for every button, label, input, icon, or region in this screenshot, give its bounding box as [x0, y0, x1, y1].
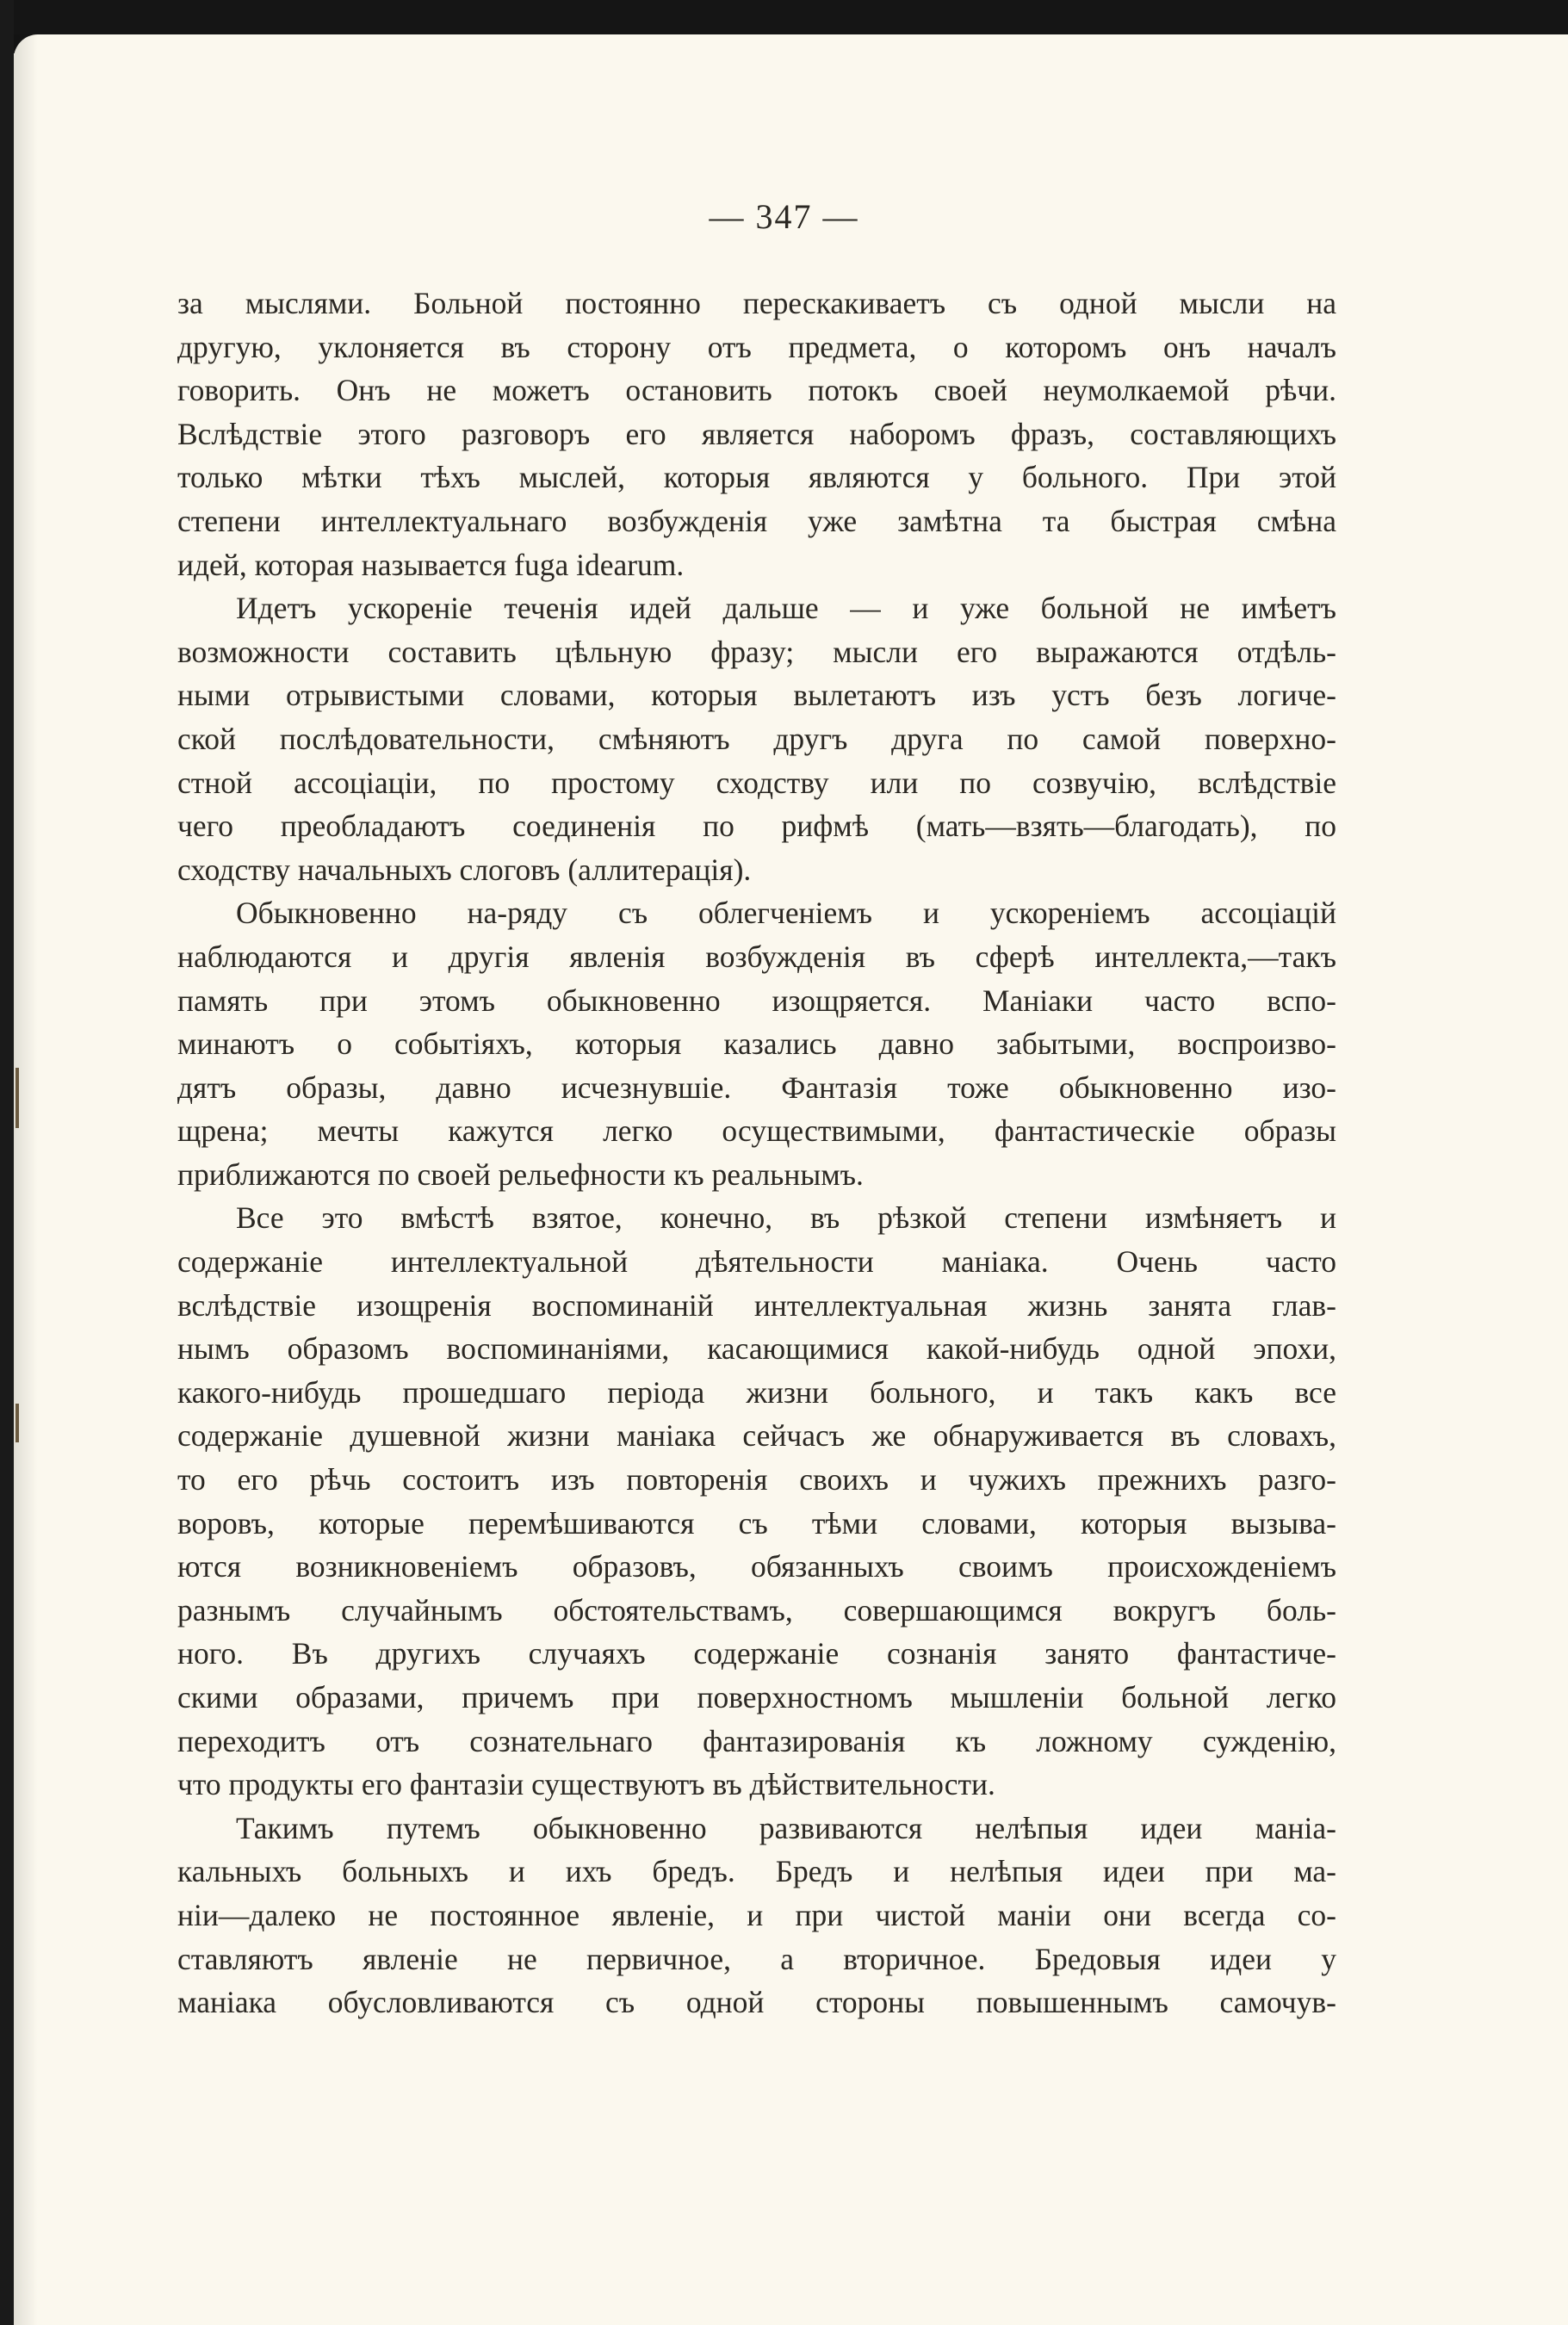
text-line: приближаются по своей рельефности къ реальнымъ. — [177, 1156, 864, 1192]
text-line: маніака обусловливаются съ одной стороны повышеннымъ самочув- — [177, 1985, 1336, 2020]
gutter-mark — [15, 1404, 19, 1442]
text-line: разнымъ случайнымъ обстоятельствамъ, совершающимся вокругъ боль- — [177, 1592, 1336, 1628]
text-line: сходству начальныхъ слоговъ (аллитерація). — [177, 852, 752, 887]
paragraph — [177, 586, 1336, 891]
paragraph — [177, 891, 1336, 1196]
text-line: возможности составить цѣльную фразу; мысли его выражаются отдѣль- — [177, 634, 1336, 669]
text-line: ными отрывистыми словами, которыя вылетаютъ изъ устъ безъ логиче- — [177, 678, 1336, 713]
text-line: ніи—далеко не постоянное явленіе, и при чистой маніи они всегда со- — [177, 1897, 1336, 1932]
paragraph — [177, 282, 1336, 586]
text-line: минаютъ о событіяхъ, которыя казались давно забытыми, воспроизво- — [177, 1026, 1336, 1062]
text-line: ставляютъ явленіе не первичное, а вторичное. Бредовыя идеи у — [177, 1941, 1336, 1976]
text-line: другую, уклоняется въ сторону отъ предмета, о которомъ онъ началъ — [177, 329, 1336, 364]
text-line: воровъ, которые перемѣшиваются съ тѣми словами, которыя вызыва- — [177, 1505, 1336, 1541]
paragraph — [177, 1807, 1336, 2024]
text-line: ного. Въ другихъ случаяхъ содержаніе сознанія занято фантастиче- — [177, 1636, 1336, 1671]
gutter-mark — [15, 1068, 19, 1128]
text-line: Все это вмѣстѣ взятое, конечно, въ рѣзкой степени измѣняетъ и — [236, 1200, 1336, 1236]
text-line: нымъ образомъ воспоминаніями, касающимися какой-нибудь одной эпохи, — [177, 1331, 1336, 1367]
text-line: какого-нибудь прошедшаго періода жизни больного, и такъ какъ все — [177, 1374, 1336, 1410]
text-line: ской послѣдовательности, смѣняютъ другъ друга по самой поверхно- — [177, 721, 1336, 756]
text-line: идей, которая называется fuga idearum. — [177, 547, 685, 582]
page-number: — 347 — — [709, 197, 859, 236]
gutter-shadow — [14, 34, 38, 2325]
text-line: переходитъ отъ сознательнаго фантазированія къ ложному сужденію, — [177, 1723, 1336, 1758]
text-line: степени интеллектуальнаго возбужденія уже замѣтна та быстрая смѣна — [177, 503, 1336, 538]
text-line: наблюдаются и другія явленія возбужденія въ сферѣ интеллекта,—такъ — [177, 939, 1336, 974]
text-line: то его рѣчь состоитъ изъ повторенія своихъ и чужихъ прежнихъ разго- — [177, 1462, 1336, 1497]
paragraph — [177, 1196, 1336, 1806]
text-line: содержаніе душевной жизни маніака сейчасъ же обнаруживается въ словахъ, — [177, 1418, 1336, 1454]
text-line: что продукты его фантазіи существуютъ въ дѣйствительности. — [177, 1767, 995, 1802]
text-line: говорить. Онъ не можетъ остановить потокъ своей неумолкаемой рѣчи. — [177, 373, 1336, 408]
text-line: Вслѣдствіе этого разговоръ его является наборомъ фразъ, составляющихъ — [177, 416, 1336, 451]
text-line: скими образами, причемъ при поверхностномъ мышленіи больной легко — [177, 1680, 1336, 1714]
text-line: стной ассоціаціи, по простому сходству или по созвучію, вслѣдствіе — [177, 765, 1336, 800]
scan-border-left — [0, 0, 14, 2325]
text-line: память при этомъ обыкновенно изощряется. Маніаки часто вспо- — [177, 983, 1336, 1018]
text-line: за мыслями. Больной постоянно перескакиваетъ съ одной мысли на — [177, 286, 1336, 320]
text-line: дятъ образы, давно исчезнувшіе. Фантазія тоже обыкновенно изо- — [177, 1070, 1336, 1105]
text-line: ются возникновеніемъ образовъ, обязанныхъ своимъ происхожденіемъ — [177, 1549, 1336, 1584]
text-line: щрена; мечты кажутся легко осуществимыми, фантастическіе образы — [177, 1113, 1336, 1149]
body-text — [177, 282, 1336, 2024]
text-line: Идетъ ускореніе теченія идей дальше — и уже больной не имѣетъ — [236, 591, 1336, 626]
text-line: содержаніе интеллектуальной дѣятельности маніака. Очень часто — [177, 1244, 1336, 1280]
text-line: Обыкновенно на-ряду съ облегченіемъ и ускореніемъ ассоціацій — [236, 896, 1336, 931]
text-line: только мѣтки тѣхъ мыслей, которыя являются у больного. При этой — [177, 460, 1336, 495]
text-line: кальныхъ больныхъ и ихъ бредъ. Бредъ и нелѣпыя идеи при ма- — [177, 1854, 1336, 1889]
text-line: вслѣдствіе изощренія воспоминаній интеллектуальная жизнь занята глав- — [177, 1287, 1336, 1323]
text-line: чего преобладаютъ соединенія по рифмѣ (мать—взять—благодать), по — [177, 809, 1336, 844]
text-line: Такимъ путемъ обыкновенно развиваются нелѣпыя идеи маніа- — [236, 1810, 1336, 1845]
